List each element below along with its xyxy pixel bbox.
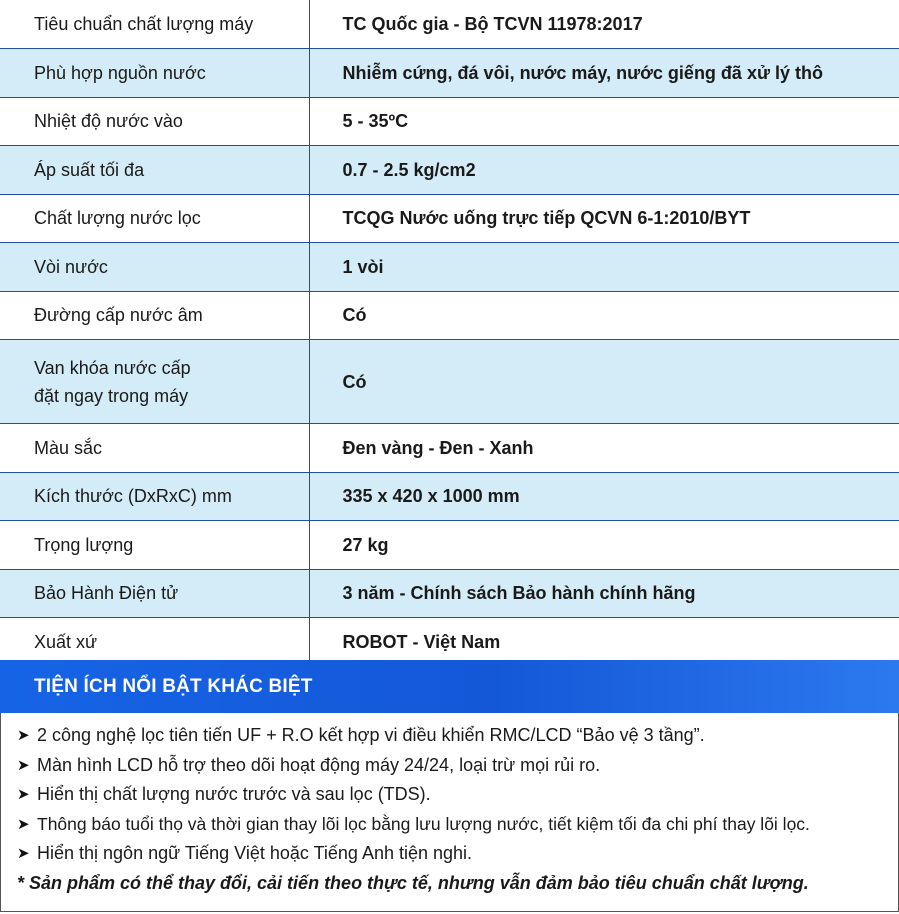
spec-label: Nhiệt độ nước vào <box>0 97 309 146</box>
spec-row-weight <box>0 521 899 570</box>
feature-text: Hiển thị chất lượng nước trước và sau lọc (TDS). <box>37 784 431 805</box>
spec-value: 27 kg <box>309 521 899 570</box>
feature-text: 2 công nghệ lọc tiên tiến UF + R.O kết hợp vi điều khiển RMC/LCD “Bảo vệ 3 tầng”. <box>37 725 705 745</box>
spec-row-water-source <box>0 49 899 98</box>
spec-label: Bảo Hành Điện tử <box>0 569 309 618</box>
banner-title: TIỆN ÍCH NỔI BẬT KHÁC BIỆT <box>34 676 313 697</box>
feature-item <box>17 839 898 869</box>
spec-row-dimensions <box>0 472 899 521</box>
feature-text: Hiển thị ngôn ngữ Tiếng Việt hoặc Tiếng Anh tiện nghi. <box>37 843 473 864</box>
spec-row-max-pressure <box>0 146 899 195</box>
spec-value: 3 năm - Chính sách Bảo hành chính hãng <box>309 569 899 618</box>
spec-value: 1 vòi <box>309 243 899 292</box>
spec-label: Trọng lượng <box>0 521 309 570</box>
spec-row-origin <box>0 618 899 667</box>
spec-label: Vòi nước <box>0 243 309 292</box>
spec-label: Xuất xứ <box>0 618 309 667</box>
arrowhead-right-icon: ➤ <box>17 756 30 774</box>
feature-text: Thông báo tuổi thọ và thời gian thay lõi lọc bằng lưu lượng nước, tiết kiệm tối đa chi phí thay lõi lọc. <box>37 813 810 834</box>
arrowhead-right-icon: ➤ <box>17 845 30 863</box>
spec-value: Có <box>309 340 899 424</box>
spec-label: Áp suất tối đa <box>0 146 309 195</box>
disclaimer-note: * Sản phẩm có thể thay đổi, cải tiến theo thực tế, nhưng vẫn đảm bảo tiêu chuẩn chất lượng. <box>17 872 809 893</box>
feature-item <box>17 751 898 781</box>
spec-row-hidden-inlet <box>0 291 899 340</box>
spec-value: TC Quốc gia - Bộ TCVN 11978:2017 <box>309 0 899 49</box>
spec-label: Tiêu chuẩn chất lượng máy <box>0 0 309 49</box>
feature-item <box>17 721 898 751</box>
spec-row-quality-standard <box>0 0 899 49</box>
spec-label: Phù hợp nguồn nước <box>0 49 309 98</box>
spec-row-color <box>0 424 899 473</box>
spec-label: Chất lượng nước lọc <box>0 194 309 243</box>
spec-row-filtered-quality <box>0 194 899 243</box>
arrowhead-right-icon: ➤ <box>17 727 30 744</box>
spec-value: 0.7 - 2.5 kg/cm2 <box>309 146 899 195</box>
spec-row-inlet-valve <box>0 340 899 424</box>
feature-item <box>17 780 898 810</box>
spec-row-faucet <box>0 243 899 292</box>
spec-value: Nhiễm cứng, đá vôi, nước máy, nước giếng đã xử lý thô <box>309 49 899 98</box>
spec-label: Van khóa nước cấp đặt ngay trong máy <box>0 340 309 424</box>
spec-label: Màu sắc <box>0 424 309 473</box>
features-box <box>0 713 899 912</box>
spec-label: Kích thước (DxRxC) mm <box>0 472 309 521</box>
feature-item <box>17 810 898 840</box>
spec-value: 5 - 35ºC <box>309 97 899 146</box>
spec-value: ROBOT - Việt Nam <box>309 618 899 667</box>
feature-text: Màn hình LCD hỗ trợ theo dõi hoạt động máy 24/24, loại trừ mọi rủi ro. <box>37 754 601 775</box>
arrowhead-right-icon: ➤ <box>17 786 30 804</box>
spec-label: Đường cấp nước âm <box>0 291 309 340</box>
spec-value: Có <box>309 291 899 340</box>
spec-value: Đen vàng - Đen - Xanh <box>309 424 899 473</box>
spec-row-inlet-temperature <box>0 97 899 146</box>
spec-row-warranty <box>0 569 899 618</box>
features-banner <box>0 660 899 713</box>
spec-value: TCQG Nước uống trực tiếp QCVN 6-1:2010/BYT <box>309 194 899 243</box>
arrowhead-right-icon: ➤ <box>17 815 30 833</box>
spec-value: 335 x 420 x 1000 mm <box>309 472 899 521</box>
